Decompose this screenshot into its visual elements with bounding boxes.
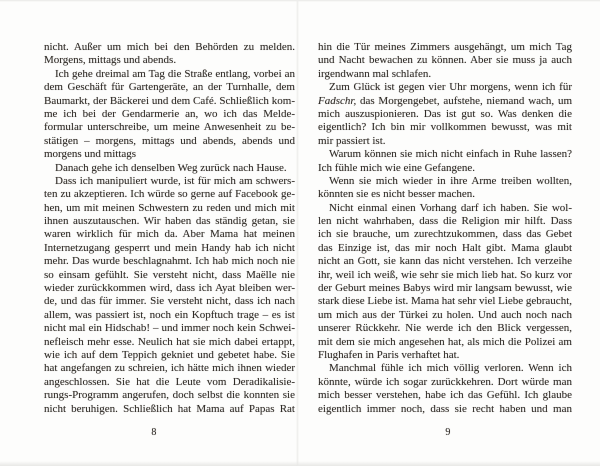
text-line xyxy=(44,336,295,349)
text-line xyxy=(318,202,572,215)
text-line-content: hin die Tür meines Zimmers ausgehängt, um mich Tag xyxy=(318,41,572,53)
text-line-content: unserer Rückkehr. Nie werde ich den Blick vergessen, xyxy=(318,322,572,335)
text-line-content: Danach gehe ich denselben Weg zurück nach Hause. xyxy=(55,161,287,174)
text-line xyxy=(44,389,295,402)
text-line-content: Internetzugang gesperrt und mein Handy hab ich nicht xyxy=(44,241,295,254)
text-line-content: Flughafen in Paris verhaftet hat. xyxy=(318,348,460,361)
text-line-content: stätigen – morgens, mittags und abends, abends und xyxy=(44,134,295,147)
text-line-content: das Einzige ist, das mir noch Halt gibt. Mama glaubt xyxy=(318,241,572,254)
text-line-content: um mich aus der Türkei zu holen. Und auch noch nach xyxy=(318,308,572,321)
text-line xyxy=(318,403,572,416)
text-line xyxy=(44,148,295,161)
text-line xyxy=(44,81,295,94)
scan-edge-bottom xyxy=(0,461,600,466)
text-line xyxy=(318,322,572,335)
text-line xyxy=(318,389,572,402)
text-line-content: rungs-Programm angerufen, doch selbst die konnten sie xyxy=(44,389,295,402)
text-line xyxy=(318,162,572,175)
text-line xyxy=(318,54,572,67)
text-line xyxy=(318,269,572,282)
text-line xyxy=(44,215,295,228)
text-line-content: irgendwann mal schlafen. xyxy=(318,67,432,80)
text-line xyxy=(44,309,295,322)
text-line-content: nicht an Gott, sie kann das nicht verstehen. Ich verzeihe xyxy=(318,255,572,268)
text-line-content: de, und das für immer. Sie versteht nicht, dass ich nach xyxy=(44,295,295,308)
text-line xyxy=(318,376,572,389)
text-line xyxy=(44,135,295,148)
page-right-text xyxy=(318,41,572,416)
text-line xyxy=(44,41,295,54)
text-line-content: wieder zurückkommen wird, dass ich Ayat bleiben wer- xyxy=(44,282,295,295)
text-line-content: Manchmal fühle ich mich völlig verloren. Wenn ich xyxy=(329,362,572,375)
text-line xyxy=(44,54,295,67)
text-line-content: morgens und mittags xyxy=(44,148,137,161)
text-line-content: waren wirklich für mich da. Aber Mama hat meinen xyxy=(44,228,295,241)
text-line xyxy=(44,175,295,188)
text-line xyxy=(318,41,572,54)
text-line-content: Baumarkt, der Bäckerei und dem Café. Schließlich kom- xyxy=(44,94,295,107)
text-line xyxy=(44,108,295,121)
text-line xyxy=(318,121,572,134)
text-line xyxy=(318,295,572,308)
text-line-content: könnten sie es nicht besser machen. xyxy=(318,188,476,201)
text-line xyxy=(44,295,295,308)
text-line-content: und Nacht bewachen zu können. Aber sie muss ja auch xyxy=(318,54,572,67)
text-line-content: eigentlich immer noch, dass sie recht haben und man xyxy=(318,402,572,415)
text-line-content: Zum Glück ist gegen vier Uhr morgens, wenn ich für xyxy=(329,81,572,94)
text-line-content: Fadschr, das Morgengebet, aufstehe, niemand wach, um xyxy=(318,94,572,107)
text-line-content: nicht. Außer um mich bei den Behörden zu melden. xyxy=(44,41,295,53)
text-line-content: nefleisch mehr esse. Neulich hat sie mich dabei ertappt, xyxy=(44,335,295,348)
text-line-content: mich auszuspionieren. Das ist gut so. Was denken die xyxy=(318,107,572,120)
page-gutter xyxy=(296,0,299,466)
text-line xyxy=(318,95,572,108)
text-line-content: ihr, weil ich weiß, wie sehr sie mich lieb hat. So kurz vor xyxy=(318,268,572,281)
text-line-content: mich besser verstehen, habe ich das Gefühl. Ich glaube xyxy=(318,389,572,402)
text-line-content: mehr. Das wurde beschlagnahmt. Ich hab mich noch nie xyxy=(44,255,295,268)
text-line-content: so einsam gefühlt. Sie versteht nicht, dass Maëlle nie xyxy=(44,268,295,281)
text-line xyxy=(318,135,572,148)
text-line-content: mir passiert ist. xyxy=(318,134,386,147)
text-line-content: nicht mal ein Hidschab! – und immer noch kein Schwei- xyxy=(44,322,295,335)
text-line xyxy=(44,68,295,81)
text-line xyxy=(318,362,572,375)
text-line-content: mit dem sie mich angesehen hat, als mich die Polizei am xyxy=(318,335,572,348)
text-line xyxy=(318,108,572,121)
text-line xyxy=(318,188,572,201)
text-line-content: Ich gehe dreimal am Tag die Straße entlang, vorbei an xyxy=(55,67,295,80)
text-line xyxy=(318,282,572,295)
text-line-content: eigentlich? Ich bin mir vollkommen bewusst, was mit xyxy=(318,121,572,134)
text-line xyxy=(318,309,572,322)
text-line xyxy=(44,362,295,375)
text-line-content: len nicht wahrhaben, dass die Religion mir hilft. Dass xyxy=(318,215,572,228)
text-line xyxy=(44,228,295,241)
text-line xyxy=(318,228,572,241)
text-line-content: hat angefangen zu schreien, ich hätte mich ihnen wieder xyxy=(44,362,295,375)
text-line xyxy=(44,349,295,362)
text-line xyxy=(318,148,572,161)
text-line-content: nicht beruhigen. Schließlich hat Mama auf Papas Rat xyxy=(44,402,295,415)
text-line-content: stark diese Liebe ist. Mama hat sehr viel Liebe gebraucht, xyxy=(318,295,572,308)
text-line xyxy=(318,68,572,81)
text-line xyxy=(44,121,295,134)
page-number-right: 9 xyxy=(445,427,451,438)
text-line xyxy=(44,322,295,335)
text-line xyxy=(318,242,572,255)
text-line-content: Wenn sie mich wieder in ihre Arme treiben wollten, xyxy=(329,174,572,187)
scan-edge-top xyxy=(0,0,600,2)
text-line-content: allem, was passiert ist, noch ein Kopftuch trage – es ist xyxy=(44,308,295,321)
text-line xyxy=(318,175,572,188)
text-line xyxy=(44,376,295,389)
text-line xyxy=(318,215,572,228)
text-line-content: dem Geschäft für Gartengeräte, an der Turnhalle, dem xyxy=(44,81,295,94)
page-number-left: 8 xyxy=(151,427,157,438)
text-line xyxy=(44,95,295,108)
text-line xyxy=(44,202,295,215)
text-line-content: Dass ich manipuliert wurde, ist für mich am schwers- xyxy=(55,174,295,187)
text-line-content: formular unterschreibe, um meine Anwesenheit zu be- xyxy=(44,121,295,134)
text-line xyxy=(44,188,295,201)
text-line-content: Warum können sie mich nicht einfach in Ruhe lassen? xyxy=(329,148,572,161)
text-line xyxy=(44,162,295,175)
text-line-content: me ich bei der Gendarmerie an, wo ich das Melde- xyxy=(44,107,295,120)
text-line-content: wie ich auf dem Teppich gekniet und gebetet habe. Sie xyxy=(44,348,295,361)
text-line-content: angeschlossen. Sie hat die Leute vom Deradikalisie- xyxy=(44,375,295,388)
text-line-content: ich sie brauche, um zurechtzukommen, dass das Gebet xyxy=(318,228,572,241)
page-left-text xyxy=(44,41,295,416)
text-line xyxy=(44,255,295,268)
text-line-content: der Geburt meines Babys wird mir langsam bewusst, wie xyxy=(318,282,572,295)
text-line-content: Nicht einmal einen Vorhang darf ich haben. Sie wol- xyxy=(329,201,572,214)
text-line xyxy=(44,403,295,416)
italic-term: Fadschr, xyxy=(318,94,357,107)
text-line-content: ten zu akzeptieren. Ich würde so gerne auf Facebook ge- xyxy=(44,188,295,201)
text-line-content: ihnen auszutauschen. Wir haben das ständig getan, sie xyxy=(44,215,295,228)
text-line-content: hen, um mit meinen Schwestern zu reden und mich mit xyxy=(44,201,295,214)
text-line xyxy=(318,81,572,94)
text-line xyxy=(44,242,295,255)
text-line-content: Morgens, mittags und abends. xyxy=(44,54,177,67)
text-line-content: Ich fühle mich wie eine Gefangene. xyxy=(318,161,475,174)
text-line xyxy=(44,269,295,282)
text-line xyxy=(318,336,572,349)
text-line-content: könnte, würde ich sogar zurückkehren. Dort würde man xyxy=(318,375,572,388)
text-line xyxy=(44,282,295,295)
text-line xyxy=(318,349,572,362)
text-line xyxy=(318,255,572,268)
